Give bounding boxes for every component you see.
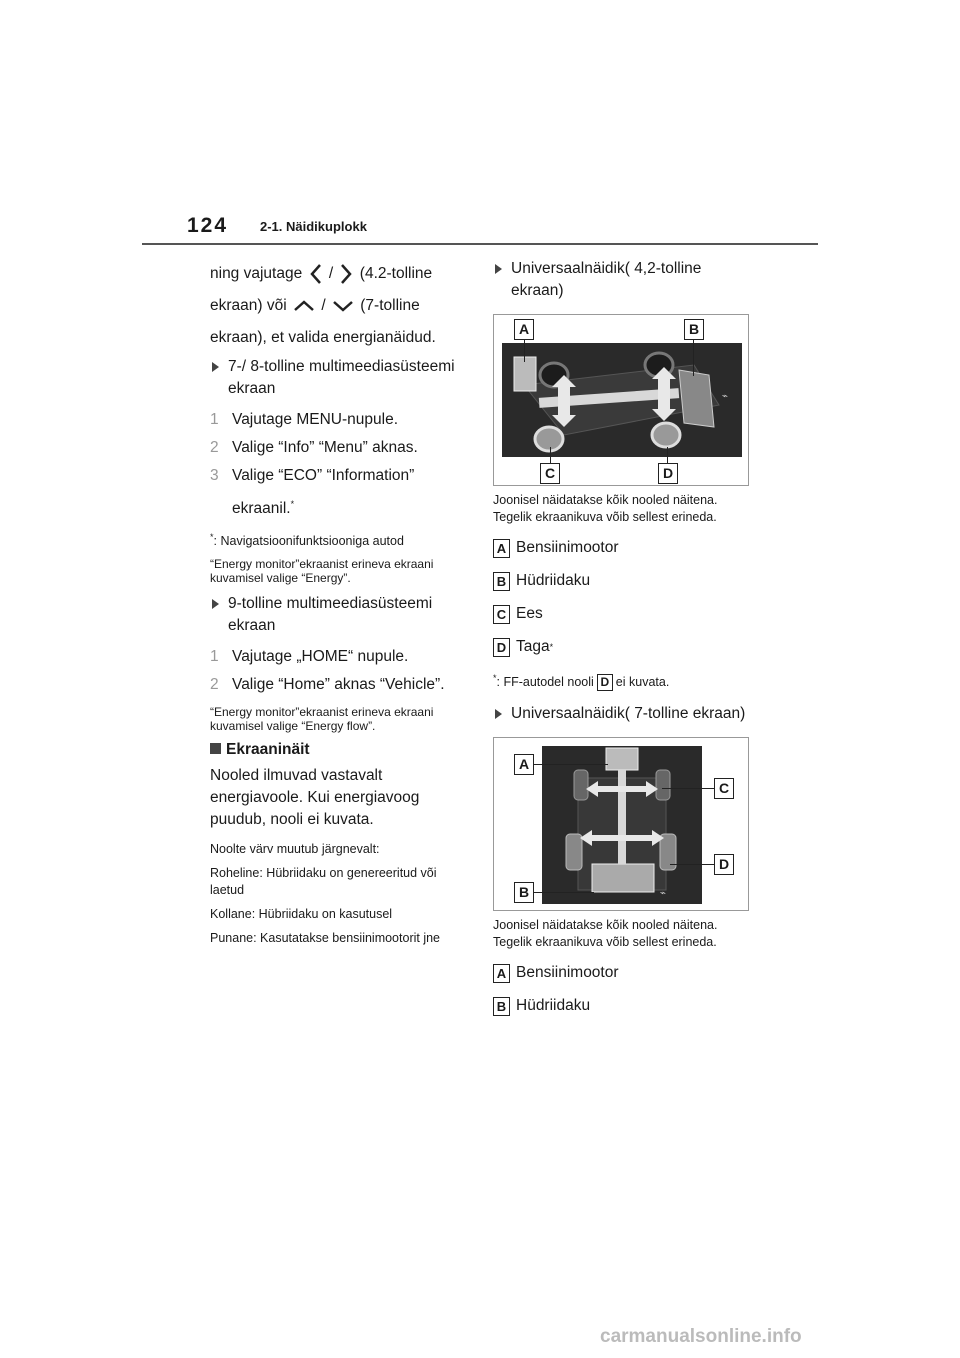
label-d: D <box>714 854 734 875</box>
group1-step: 1 Vajutage MENU-nupule. <box>210 411 398 428</box>
figure-4-2-inch-display <box>493 314 749 486</box>
fig2-title: Universaalnäidik( 7-tolline ekraan) <box>493 703 755 725</box>
group1-step: 2 Valige “Info” “Menu” aknas. <box>210 439 418 456</box>
energy-flow-diagram <box>494 315 748 485</box>
group1-title: 7-/ 8-tolline multimeediasüsteemi ekraan <box>210 356 472 400</box>
leader-line <box>693 340 694 376</box>
legend-item: B Hüdriidaku <box>493 571 755 591</box>
group2-note: “Energy monitor”ekraanist erineva ekraani kuvamisel valige “Energy flow”. <box>210 705 434 734</box>
leader-line <box>524 340 525 362</box>
label-a: A <box>514 754 534 775</box>
legend-item: C Ees <box>493 604 755 624</box>
section-title: 2-1. Näidikuplokk <box>260 219 367 234</box>
chevron-left-icon <box>309 263 323 285</box>
label-c: C <box>714 778 734 799</box>
intro-line-3: ekraan), et valida energianäidud. <box>210 329 436 346</box>
legend-item: D Taga * <box>493 637 755 657</box>
legend-item: A Bensiinimootor <box>493 538 755 558</box>
fig1-footnote: *: FF-autodel nooli D ei kuvata. <box>493 673 670 690</box>
figure-7-inch-display <box>493 737 749 911</box>
leader-line <box>667 447 668 463</box>
chevron-up-icon <box>293 299 315 313</box>
fig1-caption: Joonisel näidatakse kõik nooled näitena. Tegelik ekraanikuva võib sellest erineda. <box>493 493 718 524</box>
legend-item: B Hüdriidaku <box>493 996 755 1016</box>
triangle-bullet-icon <box>212 599 219 609</box>
fig2-caption: Joonisel näidatakse kõik nooled näitena. Tegelik ekraanikuva võib sellest erineda. <box>493 918 718 950</box>
triangle-bullet-icon <box>212 362 219 372</box>
legend-item: A Bensiinimootor <box>493 963 755 983</box>
group1-step: 3 Valige “ECO” “Information” ekraanil.* <box>210 467 415 518</box>
label-a: A <box>514 319 534 340</box>
label-b: B <box>684 319 704 340</box>
section-heading: Ekraaninäit <box>210 741 472 759</box>
leader-line <box>550 447 551 463</box>
square-bullet-icon <box>210 743 221 754</box>
group2-title: 9-tolline multimeediasüsteemi ekraan <box>210 593 472 637</box>
fig1-title: Universaalnäidik( 4,2-tolline ekraan) <box>493 258 755 302</box>
svg-text:⌁: ⌁ <box>722 391 729 402</box>
leader-line <box>534 764 608 765</box>
colors-intro: Noolte värv muutub järgnevalt: <box>210 842 380 857</box>
left-column <box>210 262 472 954</box>
triangle-bullet-icon <box>495 264 502 274</box>
chevron-down-icon <box>332 299 354 313</box>
body-text: Nooled ilmuvad vastavalt energiavoole. Kui energiavoog puudub, nooli ei kuvata. <box>210 767 420 829</box>
leader-line <box>534 892 594 893</box>
label-c: C <box>540 463 560 484</box>
leader-line <box>670 864 714 865</box>
leader-line <box>662 788 714 789</box>
group1-footnote: *: Navigatsioonifunktsiooniga autod <box>210 532 404 549</box>
label-b: B <box>514 882 534 903</box>
page-number: 124 <box>187 214 229 237</box>
right-column <box>493 254 755 1029</box>
chevron-right-icon <box>339 263 353 285</box>
color-item: Kollane: Hübriidaku on kasutusel <box>210 907 393 922</box>
group1-note: “Energy monitor”ekraanist erineva ekraani kuvamisel valige “Energy”. <box>210 557 434 586</box>
label-d: D <box>658 463 678 484</box>
intro-line-1: ning vajutage / (4.2-tolline <box>210 262 472 286</box>
group2-step: 2 Valige “Home” aknas “Vehicle”. <box>210 676 445 694</box>
color-item: Roheline: Hübriidaku on genereeritud või laetud <box>210 866 437 898</box>
svg-text:⌁: ⌁ <box>660 888 667 900</box>
watermark: carmanualsonline.info <box>600 1326 802 1347</box>
color-item: Punane: Kasutatakse bensiinimootorit jne <box>210 931 441 946</box>
group2-step: 1 Vajutage „HOME“ nupule. <box>210 648 409 666</box>
intro-line-2: ekraan) või / (7-tolline <box>210 297 420 314</box>
triangle-bullet-icon <box>495 709 502 719</box>
header-rule <box>142 243 818 245</box>
